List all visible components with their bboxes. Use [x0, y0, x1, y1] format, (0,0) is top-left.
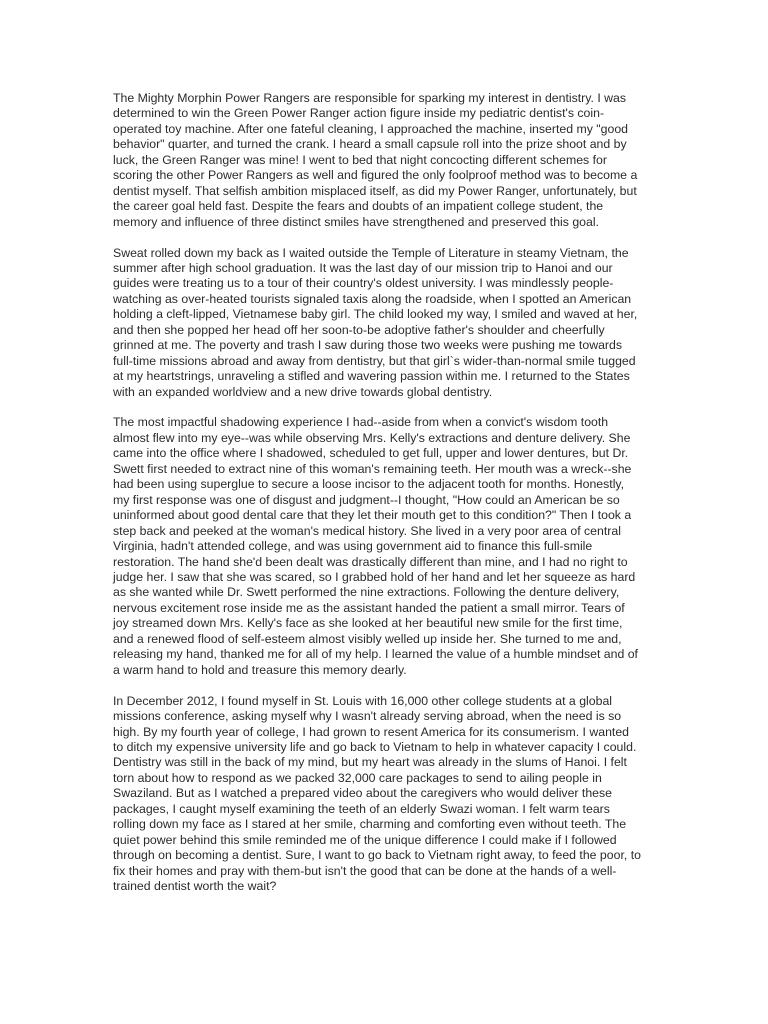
text-line: releasing my hand, thanked me for all of my help. I learned the value of a humble mindset and of [113, 647, 638, 662]
text-line: my first response was one of disgust and judgment--I thought, "How could an American be so [113, 492, 620, 507]
text-line: guides were treating us to a tour of their country's oldest university. I was mindlessly people- [113, 276, 614, 291]
text-line: watching as over-heated tourists signaled taxis along the roadside, when I spotted an American [113, 291, 632, 306]
text-line: rolling down my face as I stared at her smile, charming and comforting even without teeth. The [113, 817, 627, 832]
text-line: joy streamed down Mrs. Kelly's face as she looked at her beautiful new smile for the first time, [113, 616, 623, 631]
text-line: had been using superglue to secure a loose incisor to the adjacent tooth for months. Honestly, [113, 477, 625, 492]
text-line: packages, I caught myself examining the teeth of an elderly Swazi woman. I felt warm tears [113, 801, 610, 816]
paragraph-shadowing [113, 415, 661, 678]
text-line: Swaziland. But as I watched a prepared video about the caregivers who would deliver these [113, 786, 613, 801]
text-line: nervous excitement rose inside me as the assistant handed the patient a small mirror. Tears of [113, 600, 625, 615]
paragraph-vietnam [113, 246, 661, 401]
text-line: with an expanded worldview and a new drive towards global dentistry. [113, 384, 493, 399]
text-line: Swett first needed to extract nine of this woman's remaining teeth. Her mouth was a wreck--she [113, 461, 632, 476]
text-line: scoring the other Power Rangers as well and figured the only foolproof method was to become a [113, 168, 638, 183]
text-line: almost flew into my eye--was while observing Mrs. Kelly's extractions and denture delivery. She [113, 430, 631, 445]
text-line: quiet power behind this smile reminded me of the unique difference I could make if I followed [113, 832, 617, 847]
document-page [113, 91, 661, 910]
text-line: luck, the Green Ranger was mine! I went to bed that night concocting different schemes for [113, 152, 607, 167]
text-line: In December 2012, I found myself in St. Louis with 16,000 other college students at a global [113, 693, 613, 708]
text-line: full-time missions abroad and away from dentistry, but that girl`s wider-than-normal smile tugged [113, 353, 636, 368]
text-line: judge her. I saw that she was scared, so I grabbed hold of her hand and let her squeeze as hard [113, 570, 636, 585]
text-line: The Mighty Morphin Power Rangers are responsible for sparking my interest in dentistry. I was [113, 91, 627, 105]
paragraph-power-rangers [113, 91, 661, 230]
text-line: the career goal held fast. Despite the fears and doubts of an impatient college student, the [113, 199, 604, 214]
text-line: to ditch my expensive university life and go back to Vietnam to help in whatever capacity I could. [113, 739, 637, 754]
text-line: high. By my fourth year of college, I had grown to resent America for its consumerism. I wanted [113, 724, 630, 739]
text-line: through on becoming a dentist. Sure, I want to go back to Vietnam right away, to feed the poor, to [113, 848, 641, 863]
text-line: determined to win the Green Power Ranger action figure inside my pediatric dentist's coin- [113, 106, 605, 121]
text-line: grinned at me. The poverty and trash I saw during those two weeks were pushing me towards [113, 338, 622, 353]
paragraph-missions-conference [113, 694, 661, 895]
text-line: torn about how to respond as we packed 32,000 care packages to send to ailing people in [113, 770, 602, 785]
text-line: as she wanted while Dr. Swett performed the nine extractions. Following the denture delivery, [113, 585, 620, 600]
text-line: and then she popped her head off her soon-to-be adoptive father's shoulder and cheerfully [113, 322, 605, 337]
text-line: at my heartstrings, unraveling a stifled and wavering passion within me. I returned to the States [113, 369, 630, 384]
text-line: dentist myself. That selfish ambition misplaced itself, as did my Power Ranger, unfortunately, but [113, 183, 637, 198]
text-line: trained dentist worth the wait? [113, 879, 277, 894]
text-line: holding a cleft-lipped, Vietnamese baby girl. The child looked my way, I smiled and waved at her, [113, 307, 638, 322]
text-line: step back and peeked at the woman's medical history. She lived in a very poor area of central [113, 523, 621, 538]
text-line: uninformed about good dental care that they let their mouth get to this condition?" Then I took a [113, 508, 632, 523]
text-line: missions conference, asking myself why I wasn't already serving abroad, when the need is so [113, 709, 622, 724]
text-line: came into the office where I shadowed, scheduled to get full, upper and lower dentures, but Dr. [113, 446, 629, 461]
text-line: behavior" quarter, and turned the crank. I heard a small capsule roll into the prize shoot and by [113, 137, 627, 152]
text-line: Sweat rolled down my back as I waited outside the Temple of Literature in steamy Vietnam, the [113, 245, 629, 260]
text-line: a warm hand to hold and treasure this memory dearly. [113, 662, 407, 677]
text-line: operated toy machine. After one fateful cleaning, I approached the machine, inserted my "good [113, 121, 629, 136]
text-line: restoration. The hand she'd been dealt was drastically different than mine, and I had no right to [113, 554, 628, 569]
text-line: memory and influence of three distinct smiles have strengthened and preserved this goal. [113, 214, 599, 229]
text-line: summer after high school graduation. It was the last day of our mission trip to Hanoi and our [113, 260, 613, 275]
text-line: Virginia, hadn't attended college, and was using government aid to finance this full-smile [113, 539, 593, 554]
text-line: and a renewed flood of self-esteem almost visibly welled up inside her. She turned to me and, [113, 631, 622, 646]
text-line: Dentistry was still in the back of my mind, but my heart was already in the slums of Hanoi. I felt [113, 755, 627, 770]
text-line: The most impactful shadowing experience I had--aside from when a convict's wisdom tooth [113, 415, 609, 430]
text-line: fix their homes and pray with them-but isn't the good that can be done at the hands of a well- [113, 863, 617, 878]
